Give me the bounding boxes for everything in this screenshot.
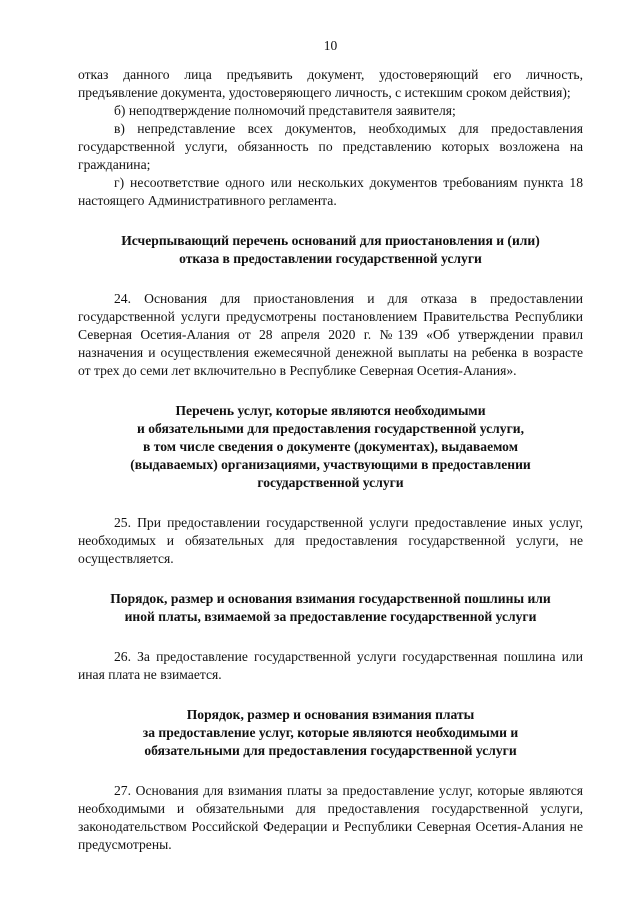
heading-line: Порядок, размер и основания взимания государственной пошлины или	[110, 591, 551, 606]
document-page	[78, 0, 583, 905]
heading-line: иной платы, взимаемой за предоставление государственной услуги	[124, 609, 537, 624]
paragraph-continuation: отказ данного лица предъявить документ, удостоверяющий его личность, предъявление документа, удостоверяющего личность, с истекшим сроком действия);	[78, 67, 583, 100]
heading-line: и обязательными для предоставления государственной услуги,	[137, 421, 524, 436]
section-heading-required-services	[78, 402, 583, 492]
heading-line: Порядок, размер и основания взимания платы	[186, 707, 475, 722]
heading-line: Перечень услуг, которые являются необходимыми	[175, 403, 486, 418]
paragraph-24: 24. Основания для приостановления и для отказа в предоставлении государственной услуги предусмотрены постановлением Правительства Республики Северная Осетия-Алания от 28 апреля 2020 г. №139 «Об утверждении правил назначения и осуществления ежемесячной денежной выплаты на ребенка в возрасте от трех до семи лет включительно в Республике Северная Осетия-Алания».	[78, 291, 583, 378]
section-heading-state-fee	[78, 590, 583, 626]
heading-line: отказа в предоставлении государственной услуги	[179, 251, 482, 266]
paragraph-26: 26. За предоставление государственной услуги государственная пошлина или иная плата не взимается.	[78, 649, 583, 682]
paragraph-25: 25. При предоставлении государственной услуги предоставление иных услуг, необходимых и обязательных для предоставления государственной услуги, не осуществляется.	[78, 515, 583, 566]
paragraph-item-b: б) неподтверждение полномочий представителя заявителя;	[114, 103, 456, 118]
page-number: 10	[323, 38, 338, 53]
paragraph-item-g: г) несоответствие одного или нескольких документов требованиям пункта 18 настоящего Административного регламента.	[78, 175, 583, 208]
section-heading-service-fee	[78, 706, 583, 760]
document-body	[78, 66, 583, 854]
section-heading-suspension-grounds	[78, 232, 583, 268]
heading-line: (выдаваемых) организациями, участвующими в предоставлении	[130, 457, 531, 472]
heading-line: государственной услуги	[257, 475, 404, 490]
heading-line: в том числе сведения о документе (документах), выдаваемом	[143, 439, 518, 454]
heading-line: обязательными для предоставления государственной услуги	[144, 743, 517, 758]
paragraph-27: 27. Основания для взимания платы за предоставление услуг, которые являются необходимыми и обязательными для предоставления государственной услуги, законодательством Российской Федерации и Республики Северная Осетия-Алания не предусмотрены.	[78, 783, 583, 852]
heading-line: Исчерпывающий перечень оснований для приостановления и (или)	[121, 233, 540, 248]
paragraph-item-v: в) непредставление всех документов, необходимых для предоставления государственной услуги, обязанность по представлению которых возложена на гражданина;	[78, 121, 583, 172]
heading-line: за предоставление услуг, которые являются необходимыми и	[142, 725, 519, 740]
